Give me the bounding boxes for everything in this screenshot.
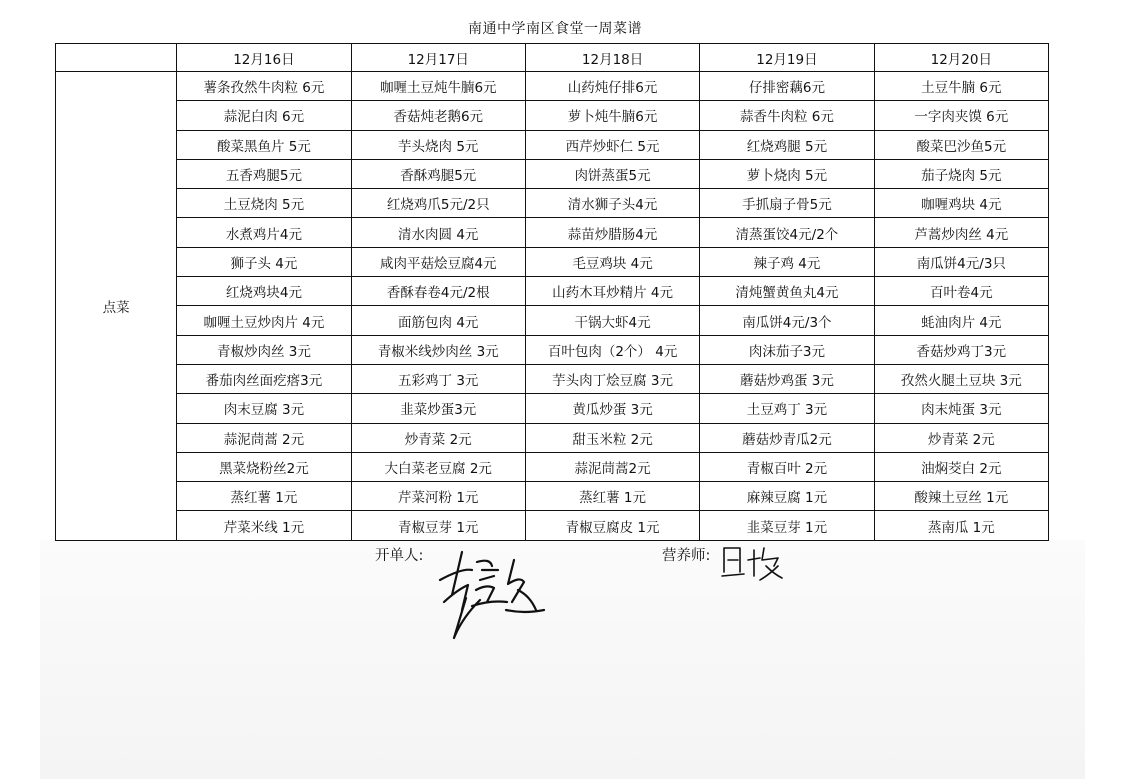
dish-cell: 炒青菜 2元 [351, 423, 525, 452]
day-header: 12月17日 [351, 44, 525, 72]
table-row [56, 247, 1049, 276]
dish-cell: 咖喱土豆炖牛腩6元 [351, 72, 525, 101]
table-row [56, 159, 1049, 188]
dish-cell: 黄瓜炒蛋 3元 [525, 394, 699, 423]
dish-cell: 咖喱鸡块 4元 [874, 189, 1048, 218]
dish-cell: 咖喱土豆炒肉片 4元 [177, 306, 351, 335]
dish-cell: 酸辣土豆丝 1元 [874, 482, 1048, 511]
dish-cell: 萝卜炖牛腩6元 [525, 101, 699, 130]
table-row [56, 335, 1049, 364]
dish-cell: 油焖茭白 2元 [874, 452, 1048, 481]
dish-cell: 辣子鸡 4元 [700, 247, 874, 276]
day-header: 12月19日 [700, 44, 874, 72]
dish-cell: 毛豆鸡块 4元 [525, 247, 699, 276]
dish-cell: 韭菜豆芽 1元 [700, 511, 874, 540]
dish-cell: 孜然火腿土豆块 3元 [874, 364, 1048, 393]
dish-cell: 土豆牛腩 6元 [874, 72, 1048, 101]
table-row [56, 218, 1049, 247]
dish-cell: 肉末豆腐 3元 [177, 394, 351, 423]
dish-cell: 茄子烧肉 5元 [874, 159, 1048, 188]
table-row [56, 189, 1049, 218]
dish-cell: 黑菜烧粉丝2元 [177, 452, 351, 481]
dish-cell: 大白菜老豆腐 2元 [351, 452, 525, 481]
dish-cell: 青椒豆芽 1元 [351, 511, 525, 540]
dish-cell: 土豆鸡丁 3元 [700, 394, 874, 423]
day-header: 12月16日 [177, 44, 351, 72]
dish-cell: 香菇炖老鹅6元 [351, 101, 525, 130]
dish-cell: 咸肉平菇烩豆腐4元 [351, 247, 525, 276]
dish-cell: 手抓扇子骨5元 [700, 189, 874, 218]
dish-cell: 韭菜炒蛋3元 [351, 394, 525, 423]
dish-cell: 水煮鸡片4元 [177, 218, 351, 247]
table-row [56, 482, 1049, 511]
dish-cell: 清炖蟹黄鱼丸4元 [700, 277, 874, 306]
dish-cell: 青椒米线炒肉丝 3元 [351, 335, 525, 364]
dish-cell: 肉饼蒸蛋5元 [525, 159, 699, 188]
dish-cell: 青椒豆腐皮 1元 [525, 511, 699, 540]
dish-cell: 芹菜河粉 1元 [351, 482, 525, 511]
dish-cell: 酸菜巴沙鱼5元 [874, 130, 1048, 159]
dish-cell: 面筋包肉 4元 [351, 306, 525, 335]
table-row [56, 452, 1049, 481]
dish-cell: 芦蒿炒肉丝 4元 [874, 218, 1048, 247]
dish-cell: 酸菜黑鱼片 5元 [177, 130, 351, 159]
dish-cell: 清蒸蛋饺4元/2个 [700, 218, 874, 247]
dish-cell: 五彩鸡丁 3元 [351, 364, 525, 393]
dish-cell: 清水狮子头4元 [525, 189, 699, 218]
dish-cell: 南瓜饼4元/3只 [874, 247, 1048, 276]
dish-cell: 薯条孜然牛肉粒 6元 [177, 72, 351, 101]
dish-cell: 红烧鸡爪5元/2只 [351, 189, 525, 218]
dish-cell: 干锅大虾4元 [525, 306, 699, 335]
table-row [56, 511, 1049, 540]
dish-cell: 清水肉圆 4元 [351, 218, 525, 247]
dish-cell: 肉末炖蛋 3元 [874, 394, 1048, 423]
dish-cell: 萝卜烧肉 5元 [700, 159, 874, 188]
table-row [56, 364, 1049, 393]
dish-cell: 香酥鸡腿5元 [351, 159, 525, 188]
menu-body [56, 72, 1049, 541]
dish-cell: 芋头肉丁烩豆腐 3元 [525, 364, 699, 393]
dish-cell: 蒸南瓜 1元 [874, 511, 1048, 540]
table-row [56, 394, 1049, 423]
dish-cell: 红烧鸡腿 5元 [700, 130, 874, 159]
day-header: 12月20日 [874, 44, 1048, 72]
scan-background [40, 540, 1085, 779]
dish-cell: 百叶包肉（2个） 4元 [525, 335, 699, 364]
dish-cell: 肉沫茄子3元 [700, 335, 874, 364]
menu-table [55, 43, 1049, 541]
dish-cell: 仔排密藕6元 [700, 72, 874, 101]
dish-cell: 蚝油肉片 4元 [874, 306, 1048, 335]
section-label: 点菜 [56, 72, 177, 541]
dish-cell: 番茄肉丝面疙瘩3元 [177, 364, 351, 393]
nutritionist-signature [718, 540, 788, 585]
dish-cell: 芋头烧肉 5元 [351, 130, 525, 159]
table-row [56, 423, 1049, 452]
table-row [56, 101, 1049, 130]
dish-cell: 南瓜饼4元/3个 [700, 306, 874, 335]
dish-cell: 红烧鸡块4元 [177, 277, 351, 306]
dish-cell: 蒜泥白肉 6元 [177, 101, 351, 130]
dish-cell: 蒜泥茼蒿 2元 [177, 423, 351, 452]
nutritionist-label: 营养师: [662, 548, 711, 564]
table-row [56, 306, 1049, 335]
table-row [56, 72, 1049, 101]
corner-cell [56, 44, 177, 72]
page-title: 南通中学南区食堂一周菜谱 [468, 21, 642, 37]
dish-cell: 山药木耳炒精片 4元 [525, 277, 699, 306]
dish-cell: 一字肉夹馍 6元 [874, 101, 1048, 130]
issuer-label: 开单人: [375, 548, 424, 564]
dish-cell: 百叶卷4元 [874, 277, 1048, 306]
dish-cell: 五香鸡腿5元 [177, 159, 351, 188]
dish-cell: 蘑菇炒青瓜2元 [700, 423, 874, 452]
dish-cell: 甜玉米粒 2元 [525, 423, 699, 452]
dish-cell: 青椒炒肉丝 3元 [177, 335, 351, 364]
dish-cell: 炒青菜 2元 [874, 423, 1048, 452]
dish-cell: 狮子头 4元 [177, 247, 351, 276]
dish-cell: 青椒百叶 2元 [700, 452, 874, 481]
dish-cell: 土豆烧肉 5元 [177, 189, 351, 218]
dish-cell: 蒸红薯 1元 [525, 482, 699, 511]
dish-cell: 蒜苗炒腊肠4元 [525, 218, 699, 247]
dish-cell: 芹菜米线 1元 [177, 511, 351, 540]
day-header: 12月18日 [525, 44, 699, 72]
header-row [56, 44, 1049, 72]
table-row [56, 277, 1049, 306]
dish-cell: 蒸红薯 1元 [177, 482, 351, 511]
dish-cell: 山药炖仔排6元 [525, 72, 699, 101]
dish-cell: 蒜泥茼蒿2元 [525, 452, 699, 481]
dish-cell: 蘑菇炒鸡蛋 3元 [700, 364, 874, 393]
table-row [56, 130, 1049, 159]
dish-cell: 蒜香牛肉粒 6元 [700, 101, 874, 130]
dish-cell: 香菇炒鸡丁3元 [874, 335, 1048, 364]
issuer-signature [432, 540, 552, 640]
dish-cell: 麻辣豆腐 1元 [700, 482, 874, 511]
dish-cell: 西芹炒虾仁 5元 [525, 130, 699, 159]
dish-cell: 香酥春卷4元/2根 [351, 277, 525, 306]
